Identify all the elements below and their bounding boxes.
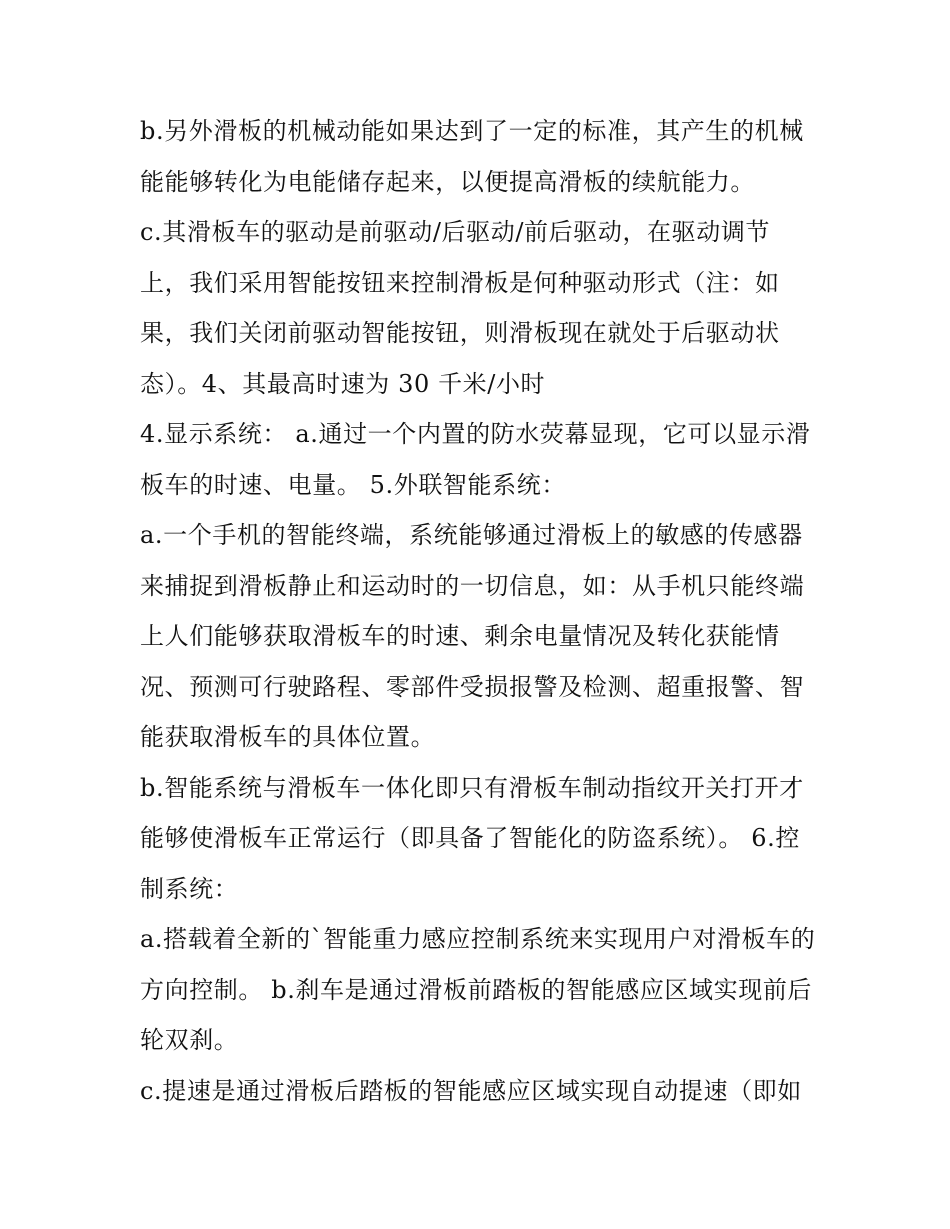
- text-line: 方向控制。 b.刹车是通过滑板前踏板的智能感应区域实现前后: [140, 975, 813, 1004]
- text-line: 能获取滑板车的具体位置。: [140, 723, 436, 751]
- text-line: 4.显示系统： a.通过一个内置的防水荧幕显现，它可以显示滑: [140, 420, 811, 448]
- text-line: 制系统：: [140, 874, 239, 903]
- paragraph-anti-theft: [140, 763, 820, 915]
- text-line: 板车的时速、电量。 5.外联智能系统：: [140, 470, 566, 499]
- text-line: a.搭载着全新的`智能重力感应控制系统来实现用户对滑板车的: [140, 925, 816, 953]
- text-line: b.另外滑板的机械动能如果达到了一定的标准，其产生的机械: [140, 117, 804, 145]
- text-line: b.智能系统与滑板车一体化即只有滑板车制动指纹开关打开才: [140, 773, 804, 802]
- text-line: 来捕捉到滑板静止和运动时的一切信息，如：从手机只能终端: [140, 571, 805, 600]
- paragraph-display-system: [140, 409, 820, 510]
- paragraph-smart-terminal: [140, 510, 820, 763]
- paragraph-control-system: [140, 914, 820, 1066]
- paragraph-acceleration: [140, 1066, 820, 1117]
- text-line: 能够使滑板车正常运行（即具备了智能化的防盗系统）。 6.控: [140, 824, 800, 852]
- text-line: 能能够转化为电能储存起来，以便提高滑板的续航能力。: [140, 167, 755, 196]
- text-line: 态）。4、其最高时速为 30 千米/小时: [140, 369, 546, 398]
- document-body: [140, 106, 820, 1116]
- text-line: 况、预测可行驶路程、零部件受损报警及检测、超重报警、智: [140, 672, 805, 701]
- paragraph-drive-mode: [140, 207, 820, 409]
- text-line: 上，我们采用智能按钮来控制滑板是何种驱动形式（注：如: [140, 268, 780, 297]
- text-line: 果，我们关闭前驱动智能按钮，则滑板现在就处于后驱动状: [140, 319, 780, 347]
- text-line: 轮双刹。: [140, 1026, 239, 1054]
- text-line: 上人们能够获取滑板车的时速、剩余电量情况及转化获能情: [140, 622, 780, 650]
- text-line: a.一个手机的智能终端，系统能够通过滑板上的敏感的传感器: [140, 521, 803, 549]
- text-line: c.其滑板车的驱动是前驱动/后驱动/前后驱动，在驱动调节: [140, 218, 771, 246]
- text-line: c.提速是通过滑板后踏板的智能感应区域实现自动提速（即如: [140, 1076, 802, 1105]
- paragraph-regeneration: [140, 106, 820, 207]
